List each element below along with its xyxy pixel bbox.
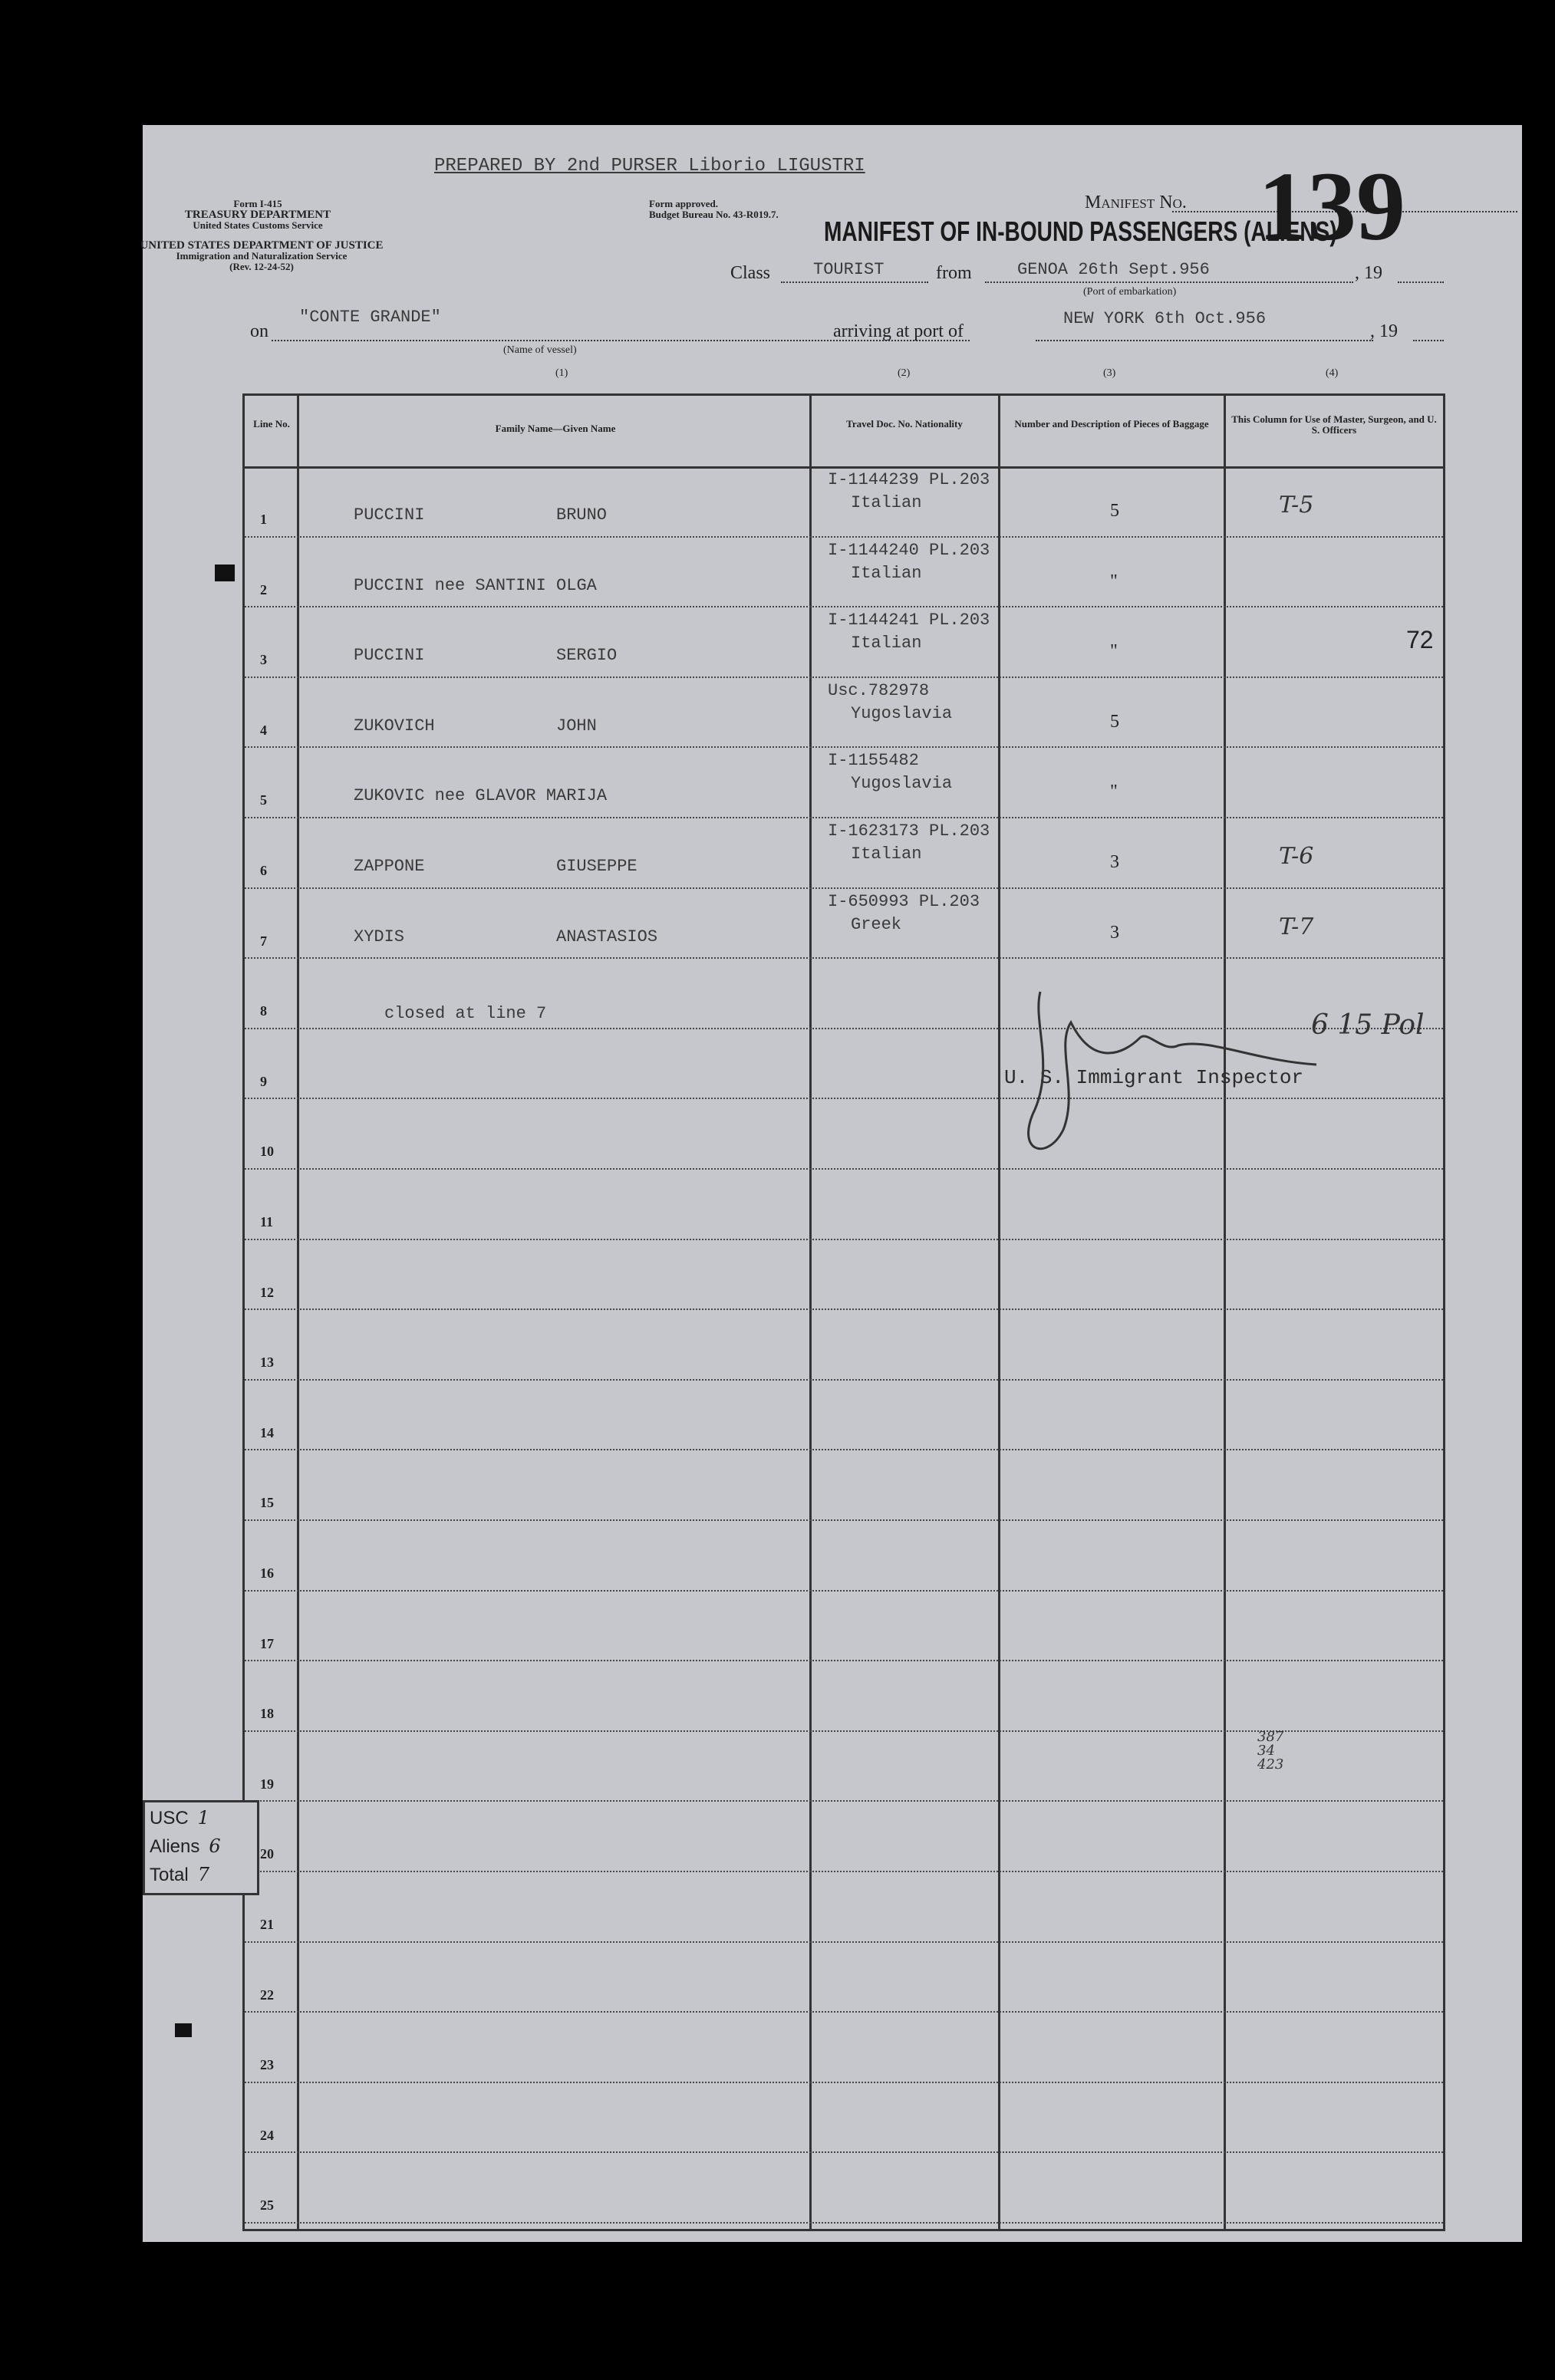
nationality: Italian <box>851 493 922 512</box>
officer-note: T-6 <box>1279 843 1314 870</box>
passenger-family-name: PUCCINI nee SANTINI OLGA <box>354 575 597 595</box>
col-divider-1 <box>297 396 299 2229</box>
col-header-officers: This Column for Use of Master, Surgeon, and U. S. Officers <box>1231 413 1437 436</box>
row-rule <box>245 1168 1443 1170</box>
summary-label: USC <box>150 1808 189 1829</box>
nationality: Yugoslavia <box>851 774 953 794</box>
arriving-year-line <box>1413 340 1444 341</box>
arriving-label: arriving at port of <box>833 321 964 341</box>
row-rule <box>245 2011 1443 2013</box>
justice-block: UNITED STATES DEPARTMENT OF JUSTICE Immigration and Naturalization Service (Rev. 12-24-52) <box>140 239 384 272</box>
baggage-count: 5 <box>1110 501 1119 521</box>
passenger-family-name: XYDIS <box>354 927 405 946</box>
form-approved: Form approved. Budget Bureau No. 43-R019.7. <box>649 198 779 220</box>
row-line-number: 19 <box>260 1776 274 1792</box>
closed-line-text: closed at line 7 <box>380 1004 551 1023</box>
row-line-number: 8 <box>260 1003 267 1019</box>
row-line-number: 6 <box>260 863 267 878</box>
from-line <box>985 281 1353 283</box>
nationality: Yugoslavia <box>851 703 953 723</box>
scan-mark <box>215 565 235 581</box>
row-rule <box>245 1449 1443 1450</box>
col-num-3: (3) <box>1103 367 1116 379</box>
travel-doc-number: I-1155482 <box>828 751 919 771</box>
row-line-number: 25 <box>260 2197 274 2214</box>
row-line-number: 7 <box>260 933 267 949</box>
manifest-table <box>242 393 1445 2231</box>
row-rule <box>245 1519 1443 1521</box>
summary-box <box>143 1800 259 1895</box>
from-year-line <box>1398 281 1444 283</box>
from-year: , 19 <box>1355 263 1382 283</box>
treasury-block: Form I-415 TREASURY DEPARTMENT United States Customs Service <box>184 198 331 231</box>
row-line-number: 11 <box>260 1214 274 1230</box>
row-rule <box>245 746 1443 748</box>
row-rule <box>245 536 1443 538</box>
row-rule <box>245 957 1443 959</box>
page-title: MANIFEST OF IN-BOUND PASSENGERS (ALIENS) <box>824 216 1337 247</box>
row-line-number: 22 <box>260 1987 274 2003</box>
row-line-number: 17 <box>260 1635 274 1651</box>
row-rule <box>245 817 1443 818</box>
passenger-family-name: PUCCINI <box>354 646 425 666</box>
col-divider-2 <box>809 396 812 2229</box>
row-line-number: 15 <box>260 1495 274 1511</box>
row-rule <box>245 887 1443 889</box>
passenger-family-name: PUCCINI <box>354 505 425 525</box>
passenger-given-name: ANASTASIOS <box>556 927 658 946</box>
nationality: Italian <box>851 563 922 583</box>
passenger-given-name: BRUNO <box>556 505 608 525</box>
arriving-line <box>1036 340 1373 341</box>
summary-row-usc <box>150 1807 209 1829</box>
arriving-value: NEW YORK 6th Oct.956 <box>1063 309 1267 328</box>
row-rule <box>245 2222 1443 2224</box>
baggage-count: 5 <box>1110 711 1119 732</box>
travel-doc-number: I-650993 PL.203 <box>828 891 980 911</box>
header-rule <box>245 466 1443 469</box>
row-rule <box>245 1941 1443 1943</box>
class-line <box>781 281 928 283</box>
row-line-number: 2 <box>260 581 267 597</box>
row-line-number: 20 <box>260 1846 274 1862</box>
baggage-count: " <box>1110 641 1118 662</box>
officer-note: T-5 <box>1279 492 1314 518</box>
passenger-given-name: SERGIO <box>556 646 618 666</box>
summary-row-total <box>150 1864 209 1886</box>
summary-label: Aliens <box>150 1836 200 1857</box>
summary-value: 1 <box>197 1807 209 1829</box>
tally-note: 387 34 423 <box>1257 1729 1284 1773</box>
passenger-given-name: GIUSEPPE <box>556 857 637 876</box>
row-rule <box>245 1871 1443 1872</box>
travel-doc-number: I-1144240 PL.203 <box>828 540 990 560</box>
summary-label: Total <box>150 1865 189 1885</box>
nationality: Italian <box>851 634 922 653</box>
scan-mark-2 <box>175 2023 192 2037</box>
col-num-2: (2) <box>898 367 911 379</box>
row-rule <box>245 1800 1443 1802</box>
on-label: on <box>250 321 269 341</box>
col-num-1: (1) <box>555 367 568 379</box>
baggage-count: " <box>1110 782 1118 802</box>
row-rule <box>245 676 1443 678</box>
row-rule <box>245 1309 1443 1310</box>
col-header-name: Family Name—Given Name <box>495 423 616 434</box>
passenger-given-name: JOHN <box>556 716 597 736</box>
row-rule <box>245 2082 1443 2083</box>
row-rule <box>245 1239 1443 1240</box>
row-line-number: 4 <box>260 722 267 738</box>
class-value: TOURIST <box>813 260 885 279</box>
prepared-by: PREPARED BY 2nd PURSER Liborio LIGUSTRI <box>434 156 865 176</box>
travel-doc-number: I-1623173 PL.203 <box>828 821 990 841</box>
row-line-number: 16 <box>260 1565 274 1581</box>
row-line-number: 24 <box>260 2127 274 2143</box>
from-label: from <box>936 263 972 283</box>
col-num-4: (4) <box>1326 367 1339 379</box>
inspector-label: U. S. Immigrant Inspector <box>1004 1066 1304 1089</box>
summary-value: 6 <box>209 1835 221 1857</box>
vessel-caption: (Name of vessel) <box>503 344 577 356</box>
row-line-number: 23 <box>260 2057 274 2073</box>
row-rule <box>245 1660 1443 1661</box>
manifest-number: 139 <box>1258 152 1405 261</box>
row-line-number: 3 <box>260 652 267 668</box>
passenger-family-name: ZAPPONE <box>354 857 425 876</box>
row-line-number: 13 <box>260 1355 274 1371</box>
row-line-number: 10 <box>260 1144 274 1160</box>
row-line-number: 14 <box>260 1424 274 1440</box>
col-divider-3 <box>998 396 1000 2229</box>
row-line-number: 9 <box>260 1073 267 1089</box>
col-divider-4 <box>1224 396 1226 2229</box>
row-line-number: 12 <box>260 1284 274 1300</box>
margin-note-72: 72 <box>1406 626 1434 653</box>
row-line-number: 5 <box>260 792 267 808</box>
nationality: Italian <box>851 844 922 864</box>
vessel-value: "CONTE GRANDE" <box>299 308 441 327</box>
nationality: Greek <box>851 914 902 934</box>
col-header-baggage: Number and Description of Pieces of Baggage <box>1014 418 1209 430</box>
baggage-count: " <box>1110 571 1118 591</box>
baggage-count: 3 <box>1110 852 1119 872</box>
row-rule <box>245 1379 1443 1381</box>
travel-doc-number: I-1144241 PL.203 <box>828 611 990 630</box>
row-line-number: 18 <box>260 1706 274 1722</box>
summary-value: 7 <box>197 1864 209 1885</box>
manifest-no-label: Manifest No. <box>1085 193 1187 212</box>
inspector-signature-note: 6 15 Pol <box>1311 1009 1425 1041</box>
row-line-number: 21 <box>260 1917 274 1932</box>
from-value: GENOA 26th Sept.956 <box>1017 260 1210 279</box>
row-rule <box>245 606 1443 607</box>
row-rule <box>245 1590 1443 1592</box>
summary-row-aliens <box>150 1835 221 1858</box>
col-header-travel: Travel Doc. No. Nationality <box>846 418 963 430</box>
col-header-line: Line No. <box>253 418 290 430</box>
travel-doc-number: I-1144239 PL.203 <box>828 470 990 489</box>
passenger-family-name: ZUKOVICH <box>354 716 435 736</box>
row-line-number: 1 <box>260 512 267 527</box>
travel-doc-number: Usc.782978 <box>828 680 930 700</box>
manifest-page <box>140 125 1522 2242</box>
row-rule <box>245 2151 1443 2153</box>
baggage-count: 3 <box>1110 922 1119 943</box>
officer-note: T-7 <box>1279 913 1314 940</box>
class-label: Class <box>730 263 771 283</box>
port-caption: (Port of embarkation) <box>1083 286 1177 298</box>
passenger-family-name: ZUKOVIC nee GLAVOR MARIJA <box>354 786 608 806</box>
inspector-signature <box>1010 976 1332 1168</box>
arriving-year: , 19 <box>1370 321 1398 341</box>
